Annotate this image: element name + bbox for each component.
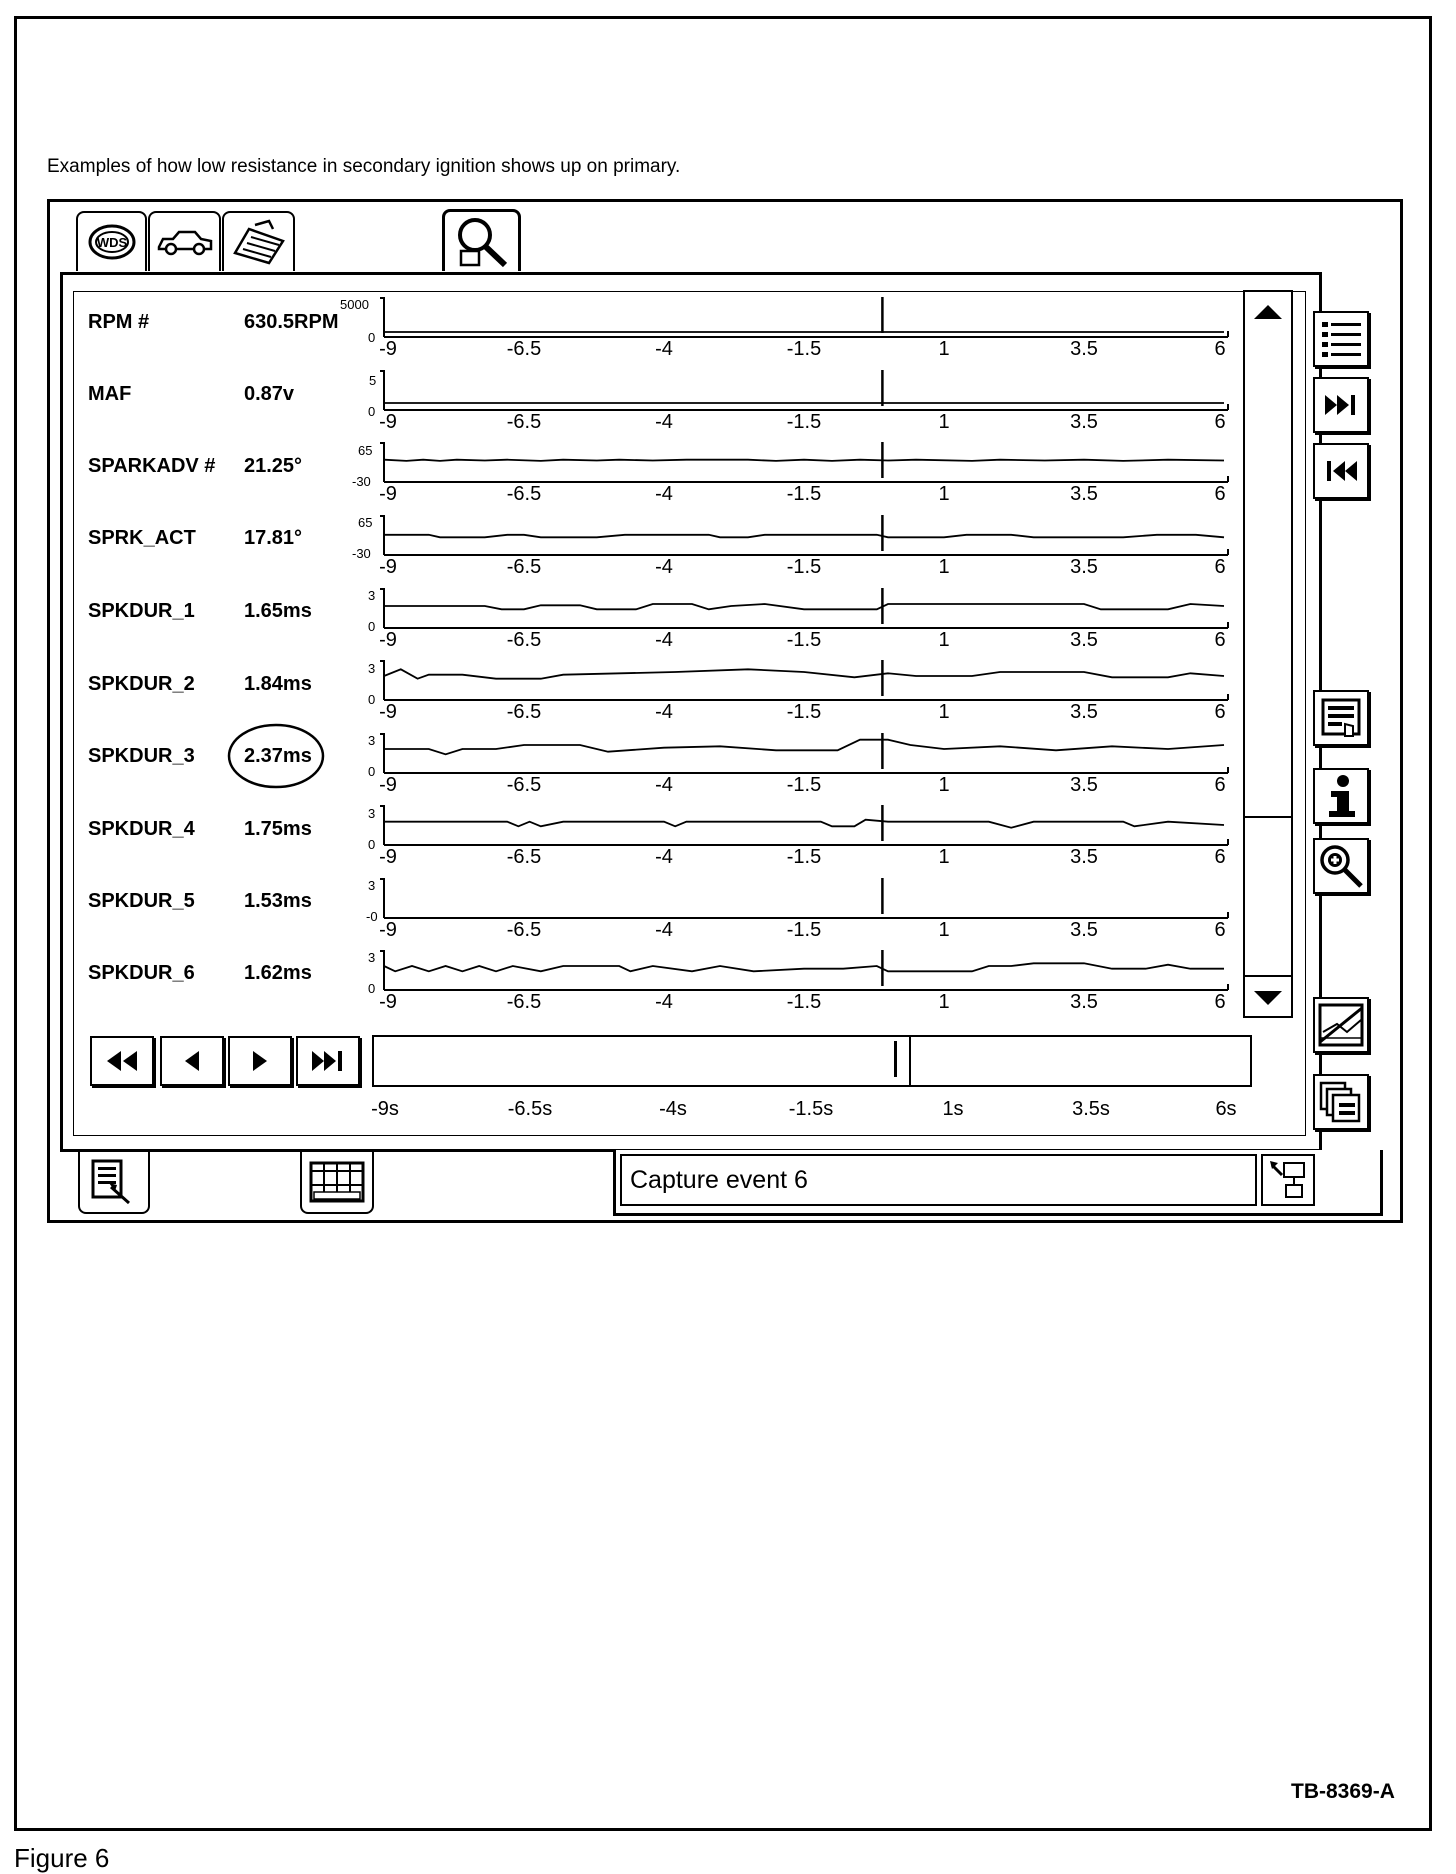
trace-line bbox=[384, 740, 1224, 755]
x-tick-label: 6 bbox=[1214, 338, 1226, 360]
fast-rewind-icon bbox=[106, 1050, 138, 1072]
skip-end-button[interactable] bbox=[1313, 377, 1369, 433]
x-tick-label: 3.5 bbox=[1070, 846, 1098, 868]
play-icon bbox=[251, 1050, 269, 1072]
x-tick-label: -4 bbox=[655, 556, 673, 578]
param-value: 17.81° bbox=[244, 527, 303, 549]
x-tick-label: -6.5 bbox=[506, 774, 542, 796]
x-tick-label: 1 bbox=[938, 701, 950, 723]
wds-logo-text: WDS bbox=[96, 235, 127, 250]
touch-select-button[interactable] bbox=[1313, 690, 1369, 746]
param-value: 630.5RPM bbox=[244, 311, 339, 333]
x-tick-label: -4 bbox=[655, 629, 673, 651]
x-tick-label: -1.5 bbox=[786, 774, 822, 796]
time-label: -9s bbox=[371, 1098, 399, 1120]
list-icon bbox=[1319, 317, 1363, 361]
touch-panel-icon bbox=[1319, 696, 1363, 740]
param-name: SPKDUR_2 bbox=[88, 673, 195, 695]
x-tick-label: -1.5 bbox=[786, 846, 822, 868]
y-max-label: 65 bbox=[358, 443, 373, 458]
x-tick-label: 1 bbox=[938, 919, 950, 941]
caption: Examples of how low resistance in secondary ignition shows up on primary. bbox=[47, 156, 681, 177]
y-min-label: 0 bbox=[368, 764, 376, 779]
recorder-icon bbox=[308, 1159, 366, 1205]
x-tick-label: 1 bbox=[938, 338, 950, 360]
x-tick-label: -4 bbox=[655, 774, 673, 796]
y-max-label: 65 bbox=[358, 515, 373, 530]
x-tick-label: -9 bbox=[379, 991, 397, 1013]
x-tick-label: -6.5 bbox=[506, 629, 542, 651]
x-tick-label: -9 bbox=[379, 919, 397, 941]
x-tick-label: 1 bbox=[938, 774, 950, 796]
info-button[interactable] bbox=[1313, 768, 1369, 824]
param-name: RPM # bbox=[88, 311, 150, 333]
arrow-down-icon bbox=[1253, 990, 1283, 1006]
zoom-in-icon bbox=[1317, 842, 1365, 890]
x-tick-label: 6 bbox=[1214, 846, 1226, 868]
skip-start-button[interactable] bbox=[1313, 443, 1369, 499]
graph-mode-button[interactable] bbox=[1313, 997, 1369, 1053]
x-tick-label: 3.5 bbox=[1070, 483, 1098, 505]
param-name: MAF bbox=[88, 383, 132, 405]
x-tick-label: -6.5 bbox=[506, 411, 542, 433]
param-value: 21.25° bbox=[244, 455, 303, 477]
param-value: 0.87v bbox=[244, 383, 295, 405]
x-tick-label: -9 bbox=[379, 701, 397, 723]
y-min-label: -30 bbox=[352, 546, 371, 561]
x-tick-label: 1 bbox=[938, 483, 950, 505]
trace-line bbox=[384, 820, 1224, 828]
trace-line bbox=[384, 460, 1224, 461]
x-tick-label: 3.5 bbox=[1070, 629, 1098, 651]
x-tick-label: 1 bbox=[938, 846, 950, 868]
x-tick-label: -6.5 bbox=[506, 991, 542, 1013]
x-tick-label: -1.5 bbox=[786, 919, 822, 941]
param-value: 1.84ms bbox=[244, 673, 312, 695]
time-label: -4s bbox=[659, 1098, 687, 1120]
step-forward-button[interactable] bbox=[228, 1036, 292, 1086]
x-tick-label: -9 bbox=[379, 774, 397, 796]
param-name: SPARKADV # bbox=[88, 455, 216, 477]
x-tick-label: -9 bbox=[379, 483, 397, 505]
x-tick-label: -4 bbox=[655, 991, 673, 1013]
timeline-bar[interactable] bbox=[372, 1035, 1252, 1087]
y-min-label: 0 bbox=[368, 619, 376, 634]
y-max-label: 5000 bbox=[340, 297, 369, 312]
param-name: SPKDUR_6 bbox=[88, 962, 195, 984]
capture-icon bbox=[1268, 1159, 1308, 1201]
x-tick-label: 6 bbox=[1214, 701, 1226, 723]
scroll-thumb[interactable] bbox=[1245, 332, 1291, 818]
param-name: SPKDUR_4 bbox=[88, 818, 195, 840]
y-min-label: -0 bbox=[366, 909, 378, 924]
trace-line bbox=[384, 963, 1224, 971]
status-text: Capture event 6 bbox=[620, 1154, 1257, 1206]
param-name: SPRK_ACT bbox=[88, 527, 196, 549]
x-tick-label: -6.5 bbox=[506, 338, 542, 360]
x-tick-label: -6.5 bbox=[506, 556, 542, 578]
x-tick-label: 3.5 bbox=[1070, 556, 1098, 578]
x-tick-label: 6 bbox=[1214, 483, 1226, 505]
x-tick-label: 6 bbox=[1214, 774, 1226, 796]
x-tick-label: 3.5 bbox=[1070, 411, 1098, 433]
trace-line bbox=[384, 669, 1224, 678]
status-action-button[interactable] bbox=[1261, 1154, 1315, 1206]
x-tick-label: 1 bbox=[938, 991, 950, 1013]
param-value: 2.37ms bbox=[244, 745, 312, 767]
trace-line bbox=[384, 604, 1224, 609]
x-tick-label: -4 bbox=[655, 919, 673, 941]
list-view-button[interactable] bbox=[1313, 311, 1369, 367]
x-tick-label: -4 bbox=[655, 846, 673, 868]
step-back-icon bbox=[183, 1050, 201, 1072]
x-tick-label: -6.5 bbox=[506, 846, 542, 868]
x-tick-label: -9 bbox=[379, 411, 397, 433]
x-tick-label: 6 bbox=[1214, 919, 1226, 941]
x-tick-label: 6 bbox=[1214, 411, 1226, 433]
x-tick-label: -4 bbox=[655, 338, 673, 360]
param-value: 1.75ms bbox=[244, 818, 312, 840]
x-tick-label: 6 bbox=[1214, 629, 1226, 651]
x-tick-label: 1 bbox=[938, 556, 950, 578]
y-min-label: 0 bbox=[368, 837, 376, 852]
y-max-label: 3 bbox=[368, 588, 376, 603]
x-tick-label: 3.5 bbox=[1070, 991, 1098, 1013]
x-tick-label: -9 bbox=[379, 629, 397, 651]
param-value: 1.65ms bbox=[244, 600, 312, 622]
trace-line bbox=[384, 535, 1224, 538]
x-tick-label: 3.5 bbox=[1070, 338, 1098, 360]
x-tick-label: -1.5 bbox=[786, 483, 822, 505]
x-tick-label: -4 bbox=[655, 411, 673, 433]
time-label: -6.5s bbox=[507, 1098, 553, 1120]
x-tick-label: -1.5 bbox=[786, 991, 822, 1013]
x-tick-label: 1 bbox=[938, 411, 950, 433]
info-icon bbox=[1321, 773, 1361, 819]
x-tick-label: 3.5 bbox=[1070, 701, 1098, 723]
zoom-in-button[interactable] bbox=[1313, 838, 1369, 894]
y-min-label: 0 bbox=[368, 692, 376, 707]
file-stack-button[interactable] bbox=[1313, 1074, 1369, 1130]
figure-label: Figure 6 bbox=[14, 1843, 110, 1873]
x-tick-label: -1.5 bbox=[786, 411, 822, 433]
x-tick-label: -4 bbox=[655, 483, 673, 505]
arrow-up-icon bbox=[1253, 304, 1283, 320]
graph-icon bbox=[1317, 1002, 1365, 1048]
x-tick-label: -9 bbox=[379, 556, 397, 578]
document-code: TB-8369-A bbox=[1291, 1780, 1395, 1803]
step-back-button[interactable] bbox=[160, 1036, 224, 1086]
x-tick-label: -9 bbox=[379, 338, 397, 360]
skip-forward-icon bbox=[311, 1050, 345, 1072]
param-name: SPKDUR_3 bbox=[88, 745, 195, 767]
x-tick-label: -1.5 bbox=[786, 556, 822, 578]
x-tick-label: 1 bbox=[938, 629, 950, 651]
x-tick-label: -9 bbox=[379, 846, 397, 868]
x-tick-label: -4 bbox=[655, 701, 673, 723]
y-min-label: 0 bbox=[368, 981, 376, 996]
scroll-up-button[interactable] bbox=[1245, 292, 1291, 334]
param-value: 1.53ms bbox=[244, 890, 312, 912]
y-max-label: 3 bbox=[368, 733, 376, 748]
fast-forward-end-button[interactable] bbox=[296, 1036, 360, 1086]
touch-panel-icon bbox=[89, 1157, 139, 1207]
time-label: -1.5s bbox=[788, 1098, 834, 1120]
scroll-down-button[interactable] bbox=[1245, 975, 1291, 1018]
param-name: SPKDUR_1 bbox=[88, 600, 195, 622]
y-max-label: 3 bbox=[368, 878, 376, 893]
skip-forward-icon bbox=[1324, 393, 1358, 417]
y-min-label: 0 bbox=[368, 330, 376, 345]
param-name: SPKDUR_5 bbox=[88, 890, 195, 912]
x-tick-label: -6.5 bbox=[506, 483, 542, 505]
y-max-label: 5 bbox=[369, 373, 377, 388]
param-value: 1.62ms bbox=[244, 962, 312, 984]
x-tick-label: 6 bbox=[1214, 991, 1226, 1013]
time-label: 1s bbox=[942, 1098, 964, 1120]
x-tick-label: -1.5 bbox=[786, 629, 822, 651]
y-max-label: 3 bbox=[368, 661, 376, 676]
files-icon bbox=[1317, 1079, 1365, 1125]
time-label: 3.5s bbox=[1072, 1098, 1110, 1120]
y-max-label: 3 bbox=[368, 806, 376, 821]
x-tick-label: 3.5 bbox=[1070, 919, 1098, 941]
x-tick-label: -6.5 bbox=[506, 701, 542, 723]
x-tick-label: -1.5 bbox=[786, 701, 822, 723]
rewind-button[interactable] bbox=[90, 1036, 154, 1086]
x-tick-label: -6.5 bbox=[506, 919, 542, 941]
x-tick-label: 3.5 bbox=[1070, 774, 1098, 796]
x-tick-label: 6 bbox=[1214, 556, 1226, 578]
time-label: 6s bbox=[1215, 1098, 1237, 1120]
skip-back-icon bbox=[1324, 459, 1358, 483]
timeline-cursor[interactable] bbox=[893, 1035, 911, 1087]
y-min-label: -30 bbox=[352, 474, 371, 489]
y-min-label: 0 bbox=[368, 404, 376, 419]
x-tick-label: -1.5 bbox=[786, 338, 822, 360]
y-max-label: 3 bbox=[368, 950, 376, 965]
tab-select-pids[interactable] bbox=[78, 1152, 150, 1214]
tab-recorder[interactable] bbox=[300, 1152, 374, 1214]
